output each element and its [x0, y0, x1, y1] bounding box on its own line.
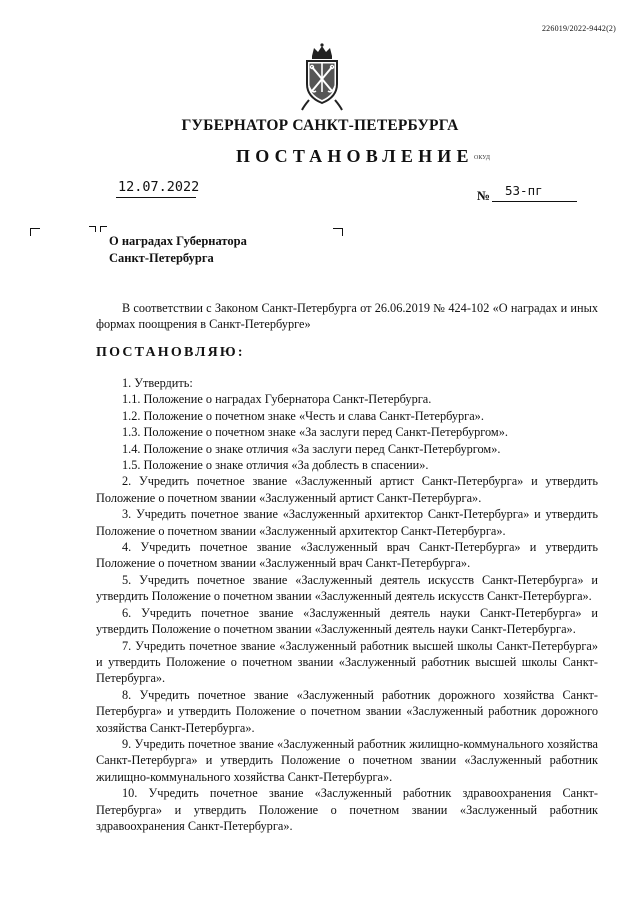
resolution-item: 1.1. Положение о наградах Губернатора Санкт-Петербурга. — [122, 392, 432, 407]
date-underline — [116, 197, 196, 198]
corner-mark — [89, 226, 96, 232]
resolution-item: 9. Учредить почетное звание «Заслуженный работник жилищно-коммунального хозяйства Санкт-Петербурга» и утвердить Положение о почетном звании «Заслуженный работник жилищно-коммунального хозяйства Санкт-Петербурга». — [96, 736, 598, 784]
preamble-paragraph: В соответствии с Законом Санкт-Петербурга от 26.06.2019 № 424-102 «О наградах и иных формах поощрения в Санкт-Петербурге» — [96, 301, 598, 332]
subject-line-2: Санкт-Петербурга — [109, 251, 214, 265]
resolution-item: 1. Утвердить: — [122, 376, 193, 390]
resolution-item: 1.2. Положение о почетном знаке «Честь и слава Санкт-Петербурга». — [122, 408, 484, 423]
resolution-item: 1.5. Положение о знаке отличия «За доблесть в спасении». — [122, 458, 429, 473]
resolution-item: 8. Учредить почетное звание «Заслуженный работник дорожного хозяйства Санкт-Петербурга» и утвердить Положение о почетном звании «Заслуженный работник дорожного хозяйства Санкт-Петербурга». — [96, 687, 598, 735]
corner-mark — [30, 228, 40, 236]
resolution-item: 10. Учредить почетное звание «Заслуженный работник здравоохранения Санкт-Петербурга» и утвердить Положение о почетном звании «Заслуженный работник здравоохранения Санкт-Петербурга». — [96, 786, 598, 833]
coat-of-arms-icon — [300, 42, 344, 112]
resolution-item: 2. Учредить почетное звание «Заслуженный артист Санкт-Петербурга» и утвердить Положение о почетном звании «Заслуженный артист Санкт-Петербурга». — [96, 474, 598, 505]
number-underline — [492, 201, 577, 202]
document-subject — [109, 233, 247, 267]
corner-mark — [333, 228, 343, 236]
document-date: 12.07.2022 — [118, 179, 200, 195]
resolution-item: 1.4. Положение о знаке отличия «За заслуги перед Санкт-Петербургом». — [122, 441, 501, 456]
doc-registration-number: 226019/2022-9442(2) — [541, 24, 616, 33]
resolution-items — [96, 375, 598, 834]
resolution-item: 5. Учредить почетное звание «Заслуженный деятель искусств Санкт-Петербурга» и утвердить Положение о почетном звании «Заслуженный деятель искусств Санкт-Петербурга». — [96, 572, 598, 604]
okud-label: ОКУД — [474, 155, 490, 161]
subject-line-1: О наградах Губернатора — [109, 234, 247, 248]
corner-mark — [100, 226, 107, 232]
resolution-item: 6. Учредить почетное звание «Заслуженный деятель науки Санкт-Петербурга» и утвердить Положение о почетном звании «Заслуженный деятель науки Санкт-Петербурга». — [96, 605, 598, 637]
resolution-item: 3. Учредить почетное звание «Заслуженный архитектор Санкт-Петербурга» и утвердить Положение о почетном звании «Заслуженный архитектор Санкт-Петербурга». — [96, 507, 598, 538]
issuing-authority: ГУБЕРНАТОР САНКТ-ПЕТЕРБУРГА — [181, 117, 459, 134]
resolve-heading: ПОСТАНОВЛЯЮ: — [96, 345, 245, 360]
resolution-item: 1.3. Положение о почетном знаке «За заслуги перед Санкт-Петербургом». — [122, 425, 508, 440]
number-sign: № — [477, 188, 491, 203]
document-type: ПОСТАНОВЛЕНИЕ — [236, 146, 474, 166]
resolution-item: 7. Учредить почетное звание «Заслуженный работник высшей школы Санкт-Петербурга» и утвердить Положение о почетном звании «Заслуженный работник высшей школы Санкт-Петербурга». — [96, 638, 598, 686]
resolution-item: 4. Учредить почетное звание «Заслуженный врач Санкт-Петербурга» и утвердить Положение о почетном звании «Заслуженный врач Санкт-Петербурга». — [96, 540, 598, 571]
document-number: 53-пг — [505, 183, 543, 198]
